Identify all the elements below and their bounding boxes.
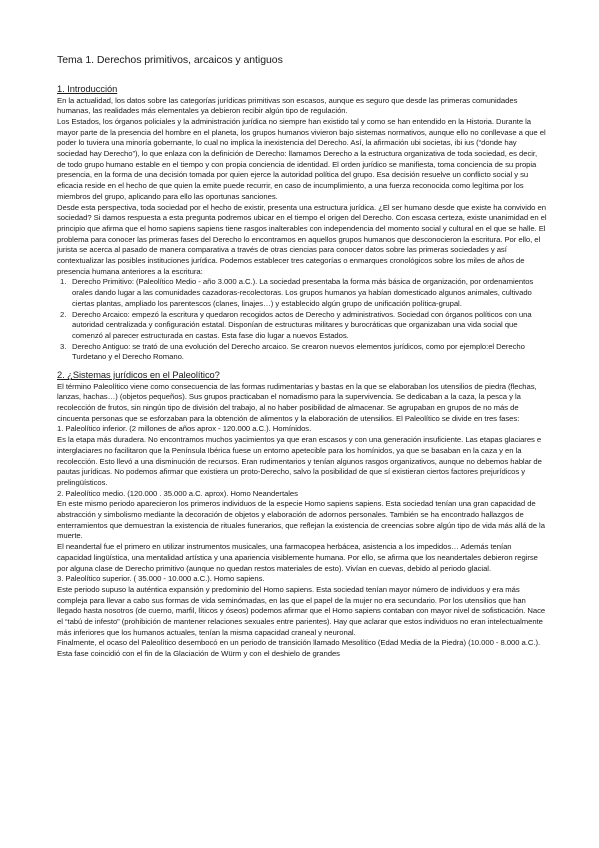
document-page — [57, 54, 547, 660]
list-item-text: Derecho Arcaico: empezó la escritura y quedaron recogidos actos de Derecho y administrativos. Sociedad con órganos políticos con una autoridad centralizada y configuración estatal. Disponían de estructuras militares y burocráticas que organizaban una vida social que comenzó al parecer estructurada en castas. Esta fase dio lugar a nuevos Estados. — [72, 309, 532, 340]
paragraph: Desde esta perspectiva, toda sociedad por el hecho de existir, presenta una estructura jurídica. ¿El ser humano desde que existe ha convivido en sociedad? Si damos respuesta a esta pregunta podremos ubicar en el tiempo el origen del Derecho. Con escasa certeza, existe unanimidad en el principio que afirma que el homo sapiens sapiens tiene rasgos inalterables con independencia del momento social y cultural en el que se halle. El problema para conocer las primeras fases del Derecho lo encontramos en aquellos grupos humanos que desconocieron la escritura. Por ello, el jurista se acerca al pasado de manera comparativa a través de otras ciencias para conocer datos sobre las primeras sociedades y así contextualizar las posibles instituciones jurídica. Podemos establecer tres categorías o enmarques cronológicos sobre los miles de años de presencia humana anteriores a la escritura: — [57, 202, 547, 276]
list-item — [57, 277, 547, 309]
list-item — [57, 310, 547, 342]
phase-heading: 2. Paleolítico medio. (120.000 . 35.000 a.C. aprox). Homo Neandertales — [57, 488, 298, 498]
paragraph: En este mismo periodo aparecieron los primeros individuos de la especie Homo sapiens sapiens. Esta sociedad tenían una gran capacidad de abstracción y simbolismo mediante la decoración de objetos y elaboración de adornos personales. También se ha encontrado hallazgos de enterramientos que demuestran la existencia de rituales funerarios, que reflejan la existencia de creencias sobre algún tipo de vida más allá de la muerte. — [57, 499, 545, 541]
paragraph: Este periodo supuso la auténtica expansión y predominio del Homo sapiens. Esta sociedad tenían mayor número de individuos y era más compleja para llevar a cabo sus formas de vida seminómadas, en las que el papel de la mujer no era secundario. Por los utensilios que han llegado hasta nosotros (de cuerno, marfil, líticos y óseos) podemos afirmar que el Homo sapiens contaban con mayor nivel de sofisticación. Nace el “tabú de infesto” (prohibición de mantener relaciones sexuales entre parientes). Hay que aclarar que estos individuos no eran intelectualmente más inferiores que los humanos actuales, tenían la misma capacidad craneal y neuronal. — [57, 584, 546, 637]
list-number: 3. — [60, 341, 67, 351]
document-title: Tema 1. Derechos primitivos, arcaicos y antiguos — [57, 54, 283, 66]
paragraph: En la actualidad, los datos sobre las categorías jurídicas primitivas son escasos, aunque es seguro que desde las primeras comunidades humanas, las realidades más elementales ya debieron recibir algún tipo de regulación. — [57, 95, 518, 116]
list-number: 2. — [60, 309, 67, 319]
phase-heading: 3. Paleolítico superior. ( 35.000 - 10.000 a.C.). Homo sapiens. — [57, 574, 265, 584]
section-heading-introduccion: 1. Introducción — [57, 84, 118, 94]
list-item — [57, 342, 547, 363]
paragraph: El término Paleolítico viene como consecuencia de las formas rudimentarias y bastas en la que se elaboraban los utensilios de piedra (flechas, lanzas, hachas…) (objetos pequeños). Sus grupos practicaban el nomadismo para la supervivencia. Se dedicaban a la caza, la pesca y la recolección de frutos, sin ningún tipo de división del trabajo, al no haber posibilidad de almacenar. Se agrupaban en grupos de no más de cincuenta personas que se esforzaban para la obtención de alimentos y la elaboración de utensilios. El Paleolítico se divide en tres fases: — [57, 381, 537, 423]
paragraph: Los Estados, los órganos policiales y la administración jurídica no siempre han existido tal y como se han entendido en la Historia. Durante la mayor parte de la presencia del hombre en el planeta, los grupos humanos vivieron bajo sistemas normativos, aunque ello no conllevase a que el poder lo tuviera una minoría gobernante, lo cual no implica la inexistencia del Derecho. Así, la afirmación ubi societas, ibi ius (“donde hay sociedad hay Derecho”), lo que enlaza con la definición de Derecho: llamamos Derecho a la estructura organizativa de toda sociedad, es decir, de todo grupo humano estable en el tiempo y con propia conciencia de identidad. El orden jurídico se manifiesta, toma conciencia de su propia presencia, en la forma de una decisión tomada por quien ejerce la autoridad política del grupo. Esa decisión resuelve un conflicto social y su eficacia reside en el hecho de que quien la emite puede recurrir, en caso de incumplimiento, a una fuerza reconocida como legítima por los miembros del grupo, aplicando para ello las oportunas sanciones. — [57, 116, 546, 201]
paragraph: El neandertal fue el primero en utilizar instrumentos musicales, una farmacopea herbácea, asistencia a los impedidos… Además tenían capacidad lingüística, una mentalidad artística y una apariencia visiblemente humana. Por ello, se afirma que los neandertales debieron regirse por alguna clase de Derecho primitivo (aunque no quedan restos materiales de esto). Vivían en cuevas, debido al periodo glacial. — [57, 542, 538, 573]
section-heading-paleolitico: 2. ¿Sistemas jurídicos en el Paleolítico? — [57, 370, 220, 381]
phase-heading: 1. Paleolítico inferior. (2 millones de años aprox - 120.000 a.C.). Homínidos. — [57, 424, 312, 434]
list-item-text: Derecho Antiguo: se trató de una evolución del Derecho arcaico. Se crearon nuevos elementos jurídicos, como por ejemplo:el Derecho Turdetano y el Derecho Romano. — [72, 341, 525, 362]
paragraph: Finalmente, el ocaso del Paleolítico desembocó en un periodo de transición llamado Mesolítico (Edad Media de la Piedra) (10.000 - 8.000 a.C.). Esta fase coincidió con el fin de la Glaciación de Würm y con el deshielo de grandes — [57, 638, 541, 659]
list-number: 1. — [60, 277, 67, 287]
chronological-list — [57, 277, 547, 363]
paragraph: Es la etapa más duradera. No encontramos muchos yacimientos ya que eran escasos y con una generación insuficiente. Las etapas glaciares e interglaciares no facilitaron que la Península Ibérica fuese un entorno apetecible para los homínidos, ya que se basaban en la caza y en la recolección. Esto llevó a una disminución de recursos. Eran rudimentarios y tenían algunos rasgos organizativos, aunque no debemos hablar de pautas jurídicas. No podemos afirmar que existiera un proto-Derecho, salvo la posibilidad de que sí existieran ciertos factores prejurídicos y prelingüísticos. — [57, 435, 542, 487]
list-item-text: Derecho Primitivo: (Paleolítico Medio - año 3.000 a.C.). La sociedad presentaba la forma más básica de organización, por ordenamientos orales dando lugar a las comunidades cazadoras-recolectoras. Los grupos humanos ya habían domesticado algunos animales, cultivado ciertas plantas, ampliado los parentescos (clanes, linajes…) y establecido algún grupo de unificación política-grupal. — [72, 277, 534, 308]
